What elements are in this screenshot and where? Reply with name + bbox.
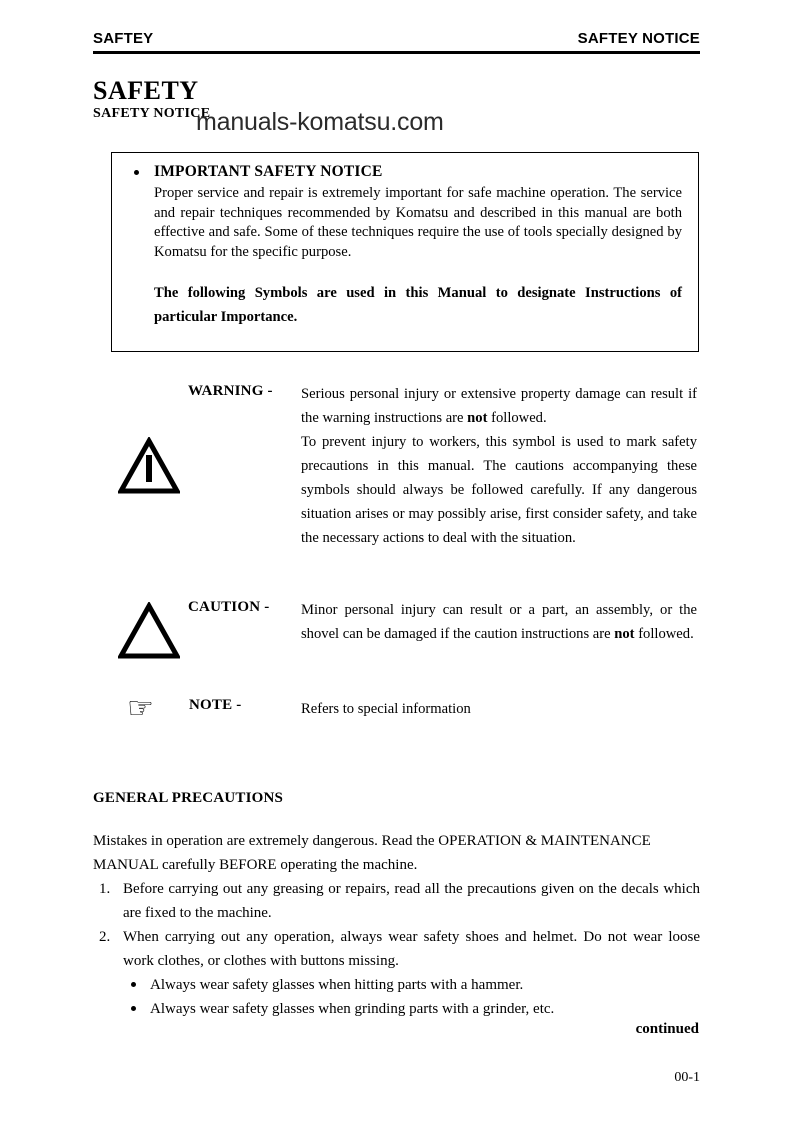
list-item-number: 1. xyxy=(99,881,111,897)
caution-triangle-icon xyxy=(118,602,180,665)
warning-text-block xyxy=(301,382,697,550)
general-precautions-intro: Mistakes in operation are extremely dangerous. Read the OPERATION & MAINTENANCE MANUAL carefully BEFORE operating the machine. xyxy=(93,833,651,873)
header-rule-divider xyxy=(93,51,700,54)
list-item xyxy=(126,997,686,1021)
list-item-number: 2. xyxy=(99,929,111,945)
list-item-text: When carrying out any operation, always wear safety shoes and helmet. Do not wear loose work clothes, or clothes with buttons missing. xyxy=(123,929,700,969)
bullet-dot-icon xyxy=(134,170,139,175)
general-precautions-heading: GENERAL PRECAUTIONS xyxy=(93,790,284,806)
caution-text-emphasis: not xyxy=(614,626,635,642)
continued-label: continued xyxy=(635,1021,699,1037)
warning-text-emphasis: not xyxy=(467,410,488,426)
notice-box-content xyxy=(130,163,680,329)
warning-text-paragraph2: To prevent injury to workers, this symbol is used to mark safety precautions in this manual. The cautions accompanying these symbols should always be followed carefully. If any dangerous situation arises or may possibly arise, first consider safety, and take the necessary actions to deal with the situation. xyxy=(301,434,697,546)
note-label: NOTE - xyxy=(189,697,242,713)
list-item xyxy=(93,925,700,973)
important-safety-notice-box xyxy=(111,152,699,352)
warning-text-part1: Serious personal injury or extensive property damage can result if the warning instructions are xyxy=(301,386,697,426)
warning-triangle-exclamation-icon xyxy=(118,437,180,500)
notice-heading-label: IMPORTANT SAFETY NOTICE xyxy=(154,163,383,180)
caution-text-block xyxy=(301,598,697,646)
note-text-block: Refers to special information xyxy=(301,701,471,717)
bullet-dot-icon xyxy=(131,1006,136,1011)
list-item-text: Always wear safety glasses when hitting parts with a hammer. xyxy=(150,977,524,993)
list-item xyxy=(126,973,686,997)
caution-label: CAUTION - xyxy=(188,599,270,615)
header-left-title: SAFTEY xyxy=(93,30,154,47)
caution-text-part2: followed. xyxy=(634,626,694,642)
list-item xyxy=(93,877,700,925)
running-header xyxy=(93,30,700,47)
notice-heading xyxy=(154,163,680,181)
list-item-text: Before carrying out any greasing or repairs, read all the precautions given on the decals which are fixed to the machine. xyxy=(123,881,700,921)
pointing-hand-icon: ☞ xyxy=(127,691,154,726)
page-title: SAFETY xyxy=(93,76,199,105)
warning-text-part2: followed. xyxy=(487,410,547,426)
page-subtitle: SAFETY NOTICE xyxy=(93,106,211,121)
header-right-title: SAFTEY NOTICE xyxy=(577,30,700,47)
watermark-text: manuals-komatsu.com xyxy=(196,108,444,136)
notice-paragraph: Proper service and repair is extremely important for safe machine operation. The service and repair techniques recommended by Komatsu and described in this manual are both effective and safe. Some of these techniques require the use of tools specially designed by Komatsu for the specific purpose. xyxy=(154,185,682,260)
notice-paragraph-bold: The following Symbols are used in this Manual to designate Instructions of particular Importance. xyxy=(154,285,682,325)
list-item-text: Always wear safety glasses when grinding parts with a grinder, etc. xyxy=(150,1001,555,1017)
page-number: 00-1 xyxy=(674,1070,700,1085)
general-precautions-list xyxy=(93,877,700,973)
general-precautions-sublist xyxy=(126,973,686,1021)
warning-label: WARNING - xyxy=(188,383,273,399)
bullet-dot-icon xyxy=(131,982,136,987)
caution-text-part1: Minor personal injury can result or a part, an assembly, or the shovel can be damaged if the caution instructions are xyxy=(301,602,697,642)
